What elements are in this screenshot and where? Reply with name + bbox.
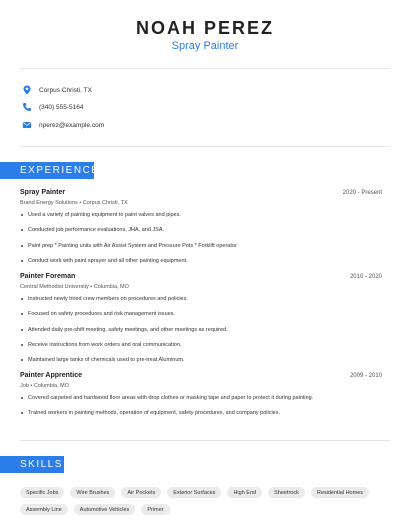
contact-email[interactable] bbox=[22, 118, 104, 132]
divider bbox=[20, 146, 390, 147]
email-link[interactable]: nperez@example.com bbox=[39, 121, 105, 129]
skill-chip: Exterior Surfaces bbox=[167, 487, 221, 498]
duty-item: Conducted job performance evaluations, JHA, and JSA. bbox=[20, 226, 382, 241]
duty-item: Trained workers in painting methods, operation of equipment, safety procedures, and company policies. bbox=[20, 409, 382, 424]
duty-item: Focused on safety procedures and risk management issues. bbox=[20, 310, 382, 325]
duty-item: Maintained large tanks of chemicals used to pre-treat Aluminum. bbox=[20, 356, 382, 371]
employer-line: Job • Columbia, MO bbox=[20, 383, 70, 389]
employer-line: Brand Energy Solutions • Corpus Christi, TX bbox=[20, 200, 128, 206]
envelope-icon bbox=[22, 120, 32, 130]
employer-name: Brand Energy Solutions bbox=[20, 200, 78, 206]
skill-chip: High End bbox=[227, 487, 262, 498]
employer-location: Columbia, MO bbox=[33, 383, 70, 389]
contact-phone bbox=[22, 100, 83, 114]
position-dates: 2020 - Present bbox=[342, 190, 382, 196]
skill-chip: Wire Brushes bbox=[70, 487, 115, 498]
employer-name: Central Methodist University bbox=[20, 284, 89, 290]
job-title: Spray Painter bbox=[171, 40, 239, 52]
employer-location: Corpus Christi, TX bbox=[82, 200, 128, 206]
skill-chip: Automotive Vehicles bbox=[74, 504, 136, 515]
skill-chip: Sheetrock bbox=[268, 487, 305, 498]
experience-entry bbox=[20, 372, 382, 425]
position-title: Painter Foreman bbox=[20, 273, 76, 280]
experience-heading: EXPERIENCE bbox=[0, 162, 94, 179]
skills-list bbox=[20, 487, 390, 515]
location-text: Corpus Christi, TX bbox=[39, 86, 92, 94]
skill-chip: Residential Homes bbox=[311, 487, 369, 498]
duties-list bbox=[20, 211, 382, 272]
duty-item: Receive instructions from work orders and oral communication. bbox=[20, 341, 382, 356]
employer-name: Job bbox=[20, 383, 29, 389]
experience-entry bbox=[20, 189, 382, 272]
duty-item: Paint prep * Painting units with Air Assist System and Pressure Pots * Forklift operator bbox=[20, 242, 382, 257]
contact-location bbox=[22, 83, 92, 97]
divider bbox=[20, 440, 390, 441]
position-title: Painter Apprentice bbox=[20, 372, 82, 379]
duties-list bbox=[20, 295, 382, 371]
skills-heading: SKILLS bbox=[0, 456, 64, 473]
skill-chip: Air Pockets bbox=[121, 487, 161, 498]
duty-item: Used a variety of painting equipment to paint valves and pipes. bbox=[20, 211, 382, 226]
position-dates: 2010 - 2020 bbox=[349, 274, 382, 280]
duty-item: Conduct work with paint sprayer and all other painting equipment. bbox=[20, 257, 382, 272]
position-dates: 2009 - 2010 bbox=[349, 373, 382, 379]
duty-item: Covered carpeted and hardwood floor areas with drop clothes or masking tape and paper to protect it during painting. bbox=[20, 394, 382, 409]
position-title: Spray Painter bbox=[20, 189, 66, 196]
skill-chip: Assembly Line bbox=[20, 504, 68, 515]
divider bbox=[20, 68, 390, 69]
experience-entry bbox=[20, 273, 382, 371]
duty-item: Instructed newly hired crew members on procedures and policies. bbox=[20, 295, 382, 310]
phone-text: (340) 555-5164 bbox=[39, 103, 84, 111]
skill-chip: Primer bbox=[141, 504, 169, 515]
duty-item: Attended daily pre-shift meeting, safety meetings, and other meetings as required. bbox=[20, 326, 382, 341]
employer-line: Central Methodist University • Columbia, MO bbox=[20, 284, 129, 290]
map-pin-icon bbox=[22, 85, 32, 95]
candidate-name: NOAH PEREZ bbox=[135, 18, 274, 38]
employer-location: Columbia, MO bbox=[93, 284, 129, 290]
skill-chip: Specific Jobs bbox=[20, 487, 64, 498]
phone-icon bbox=[22, 102, 32, 112]
duties-list bbox=[20, 394, 382, 425]
